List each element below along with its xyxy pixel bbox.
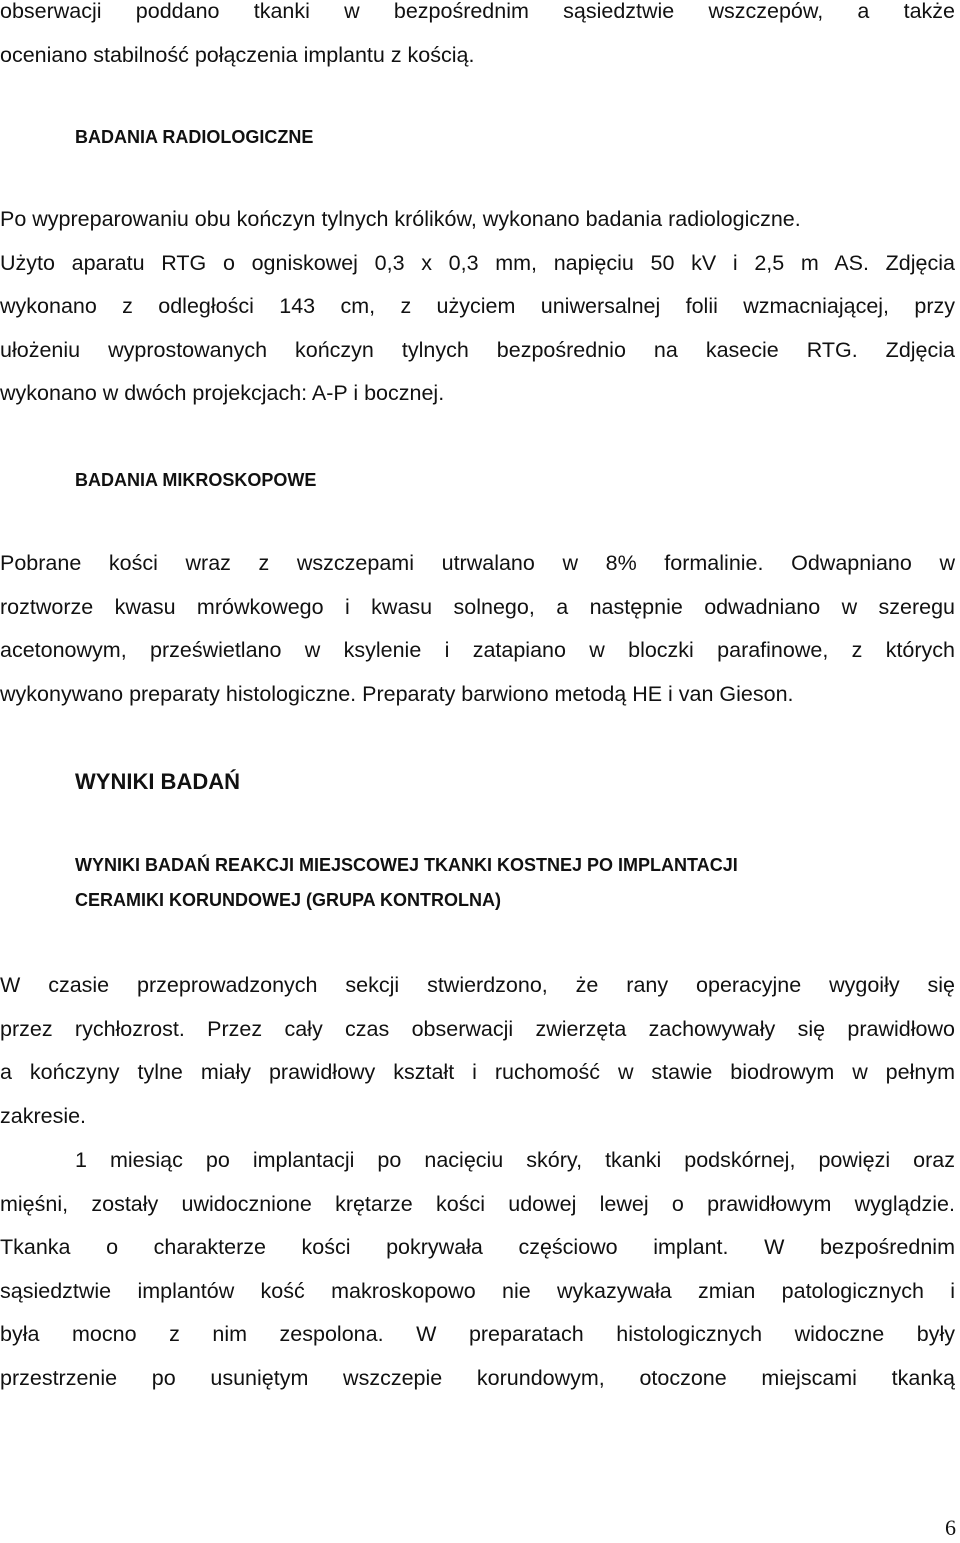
results-paragraph-1 <box>0 964 955 1138</box>
results-p1-line-3: a kończyny tylne miały prawidłowy kształt i ruchomość w stawie biodrowym w pełnym <box>0 1060 955 1084</box>
results-p2-line-2: mięśni, zostały uwidocznione krętarze kości udowej lewej o prawidłowym wyglądzie. <box>0 1191 955 1216</box>
page-number: 6 <box>945 1515 956 1540</box>
results-p1-line-1: W czasie przeprowadzonych sekcji stwierdzono, że rany operacyjne wygoiły się <box>0 973 955 997</box>
radiology-line-4: ułożeniu wyprostowanych kończyn tylnych bezpośrednio na kasecie RTG. Zdjęcia <box>0 337 955 362</box>
results-p2-line-3: Tkanka o charakterze kości pokrywała częściowo implant. W bezpośrednim <box>0 1235 955 1259</box>
results-heading: WYNIKI BADAŃ <box>75 769 240 794</box>
results-p2-line-1: 1 miesiąc po implantacji po nacięciu skóry, tkanki podskórnej, powięzi oraz <box>75 1148 955 1172</box>
results-subheading <box>75 848 960 918</box>
microscopy-line-4: wykonywano preparaty histologiczne. Preparaty barwiono metodą HE i van Gieson. <box>0 681 794 706</box>
results-p2-line-5: była mocno z nim zespolona. W preparatach histologicznych widoczne były <box>0 1322 955 1346</box>
radiology-line-1: Po wypreparowaniu obu kończyn tylnych królików, wykonano badania radiologiczne. <box>0 207 801 231</box>
radiology-paragraph <box>0 198 955 416</box>
intro-paragraph <box>0 0 955 77</box>
results-subheading-line-2: CERAMIKI KORUNDOWEJ (GRUPA KONTROLNA) <box>75 890 501 910</box>
results-p2-line-6: przestrzenie po usuniętym wszczepie korundowym, otoczone miejscami tkanką <box>0 1365 955 1390</box>
results-paragraph-2 <box>0 1139 955 1400</box>
microscopy-heading: BADANIA MIKROSKOPOWE <box>75 470 317 490</box>
results-subheading-line-1: WYNIKI BADAŃ REAKCJI MIEJSCOWEJ TKANKI KOSTNEJ PO IMPLANTACJI <box>75 855 738 875</box>
radiology-heading: BADANIA RADIOLOGICZNE <box>75 127 314 147</box>
radiology-line-3: wykonano z odległości 143 cm, z użyciem uniwersalnej folii wzmacniającej, przy <box>0 294 955 318</box>
microscopy-paragraph <box>0 542 955 716</box>
results-p1-line-2: przez rychłozrost. Przez cały czas obserwacji zwierzęta zachowywały się prawidłowo <box>0 1016 955 1041</box>
results-p1-line-4: zakresie. <box>0 1103 87 1128</box>
microscopy-line-3: acetonowym, prześwietlano w ksylenie i zatapiano w bloczki parafinowe, z których <box>0 638 955 662</box>
radiology-line-2: Użyto aparatu RTG o ogniskowej 0,3 x 0,3 mm, napięciu 50 kV i 2,5 m AS. Zdjęcia <box>0 250 955 275</box>
intro-line-1: obserwacji poddano tkanki w bezpośrednim sąsiedztwie wszczepów, a także <box>0 0 955 23</box>
radiology-line-5: wykonano w dwóch projekcjach: A-P i bocznej. <box>0 381 445 405</box>
microscopy-line-2: roztworze kwasu mrówkowego i kwasu solnego, a następnie odwadniano w szeregu <box>0 594 955 619</box>
intro-line-2: oceniano stabilność połączenia implantu z kością. <box>0 42 475 67</box>
results-p2-line-4: sąsiedztwie implantów kość makroskopowo nie wykazywała zmian patologicznych i <box>0 1278 955 1303</box>
microscopy-line-1: Pobrane kości wraz z wszczepami utrwalano w 8% formalinie. Odwapniano w <box>0 551 955 575</box>
